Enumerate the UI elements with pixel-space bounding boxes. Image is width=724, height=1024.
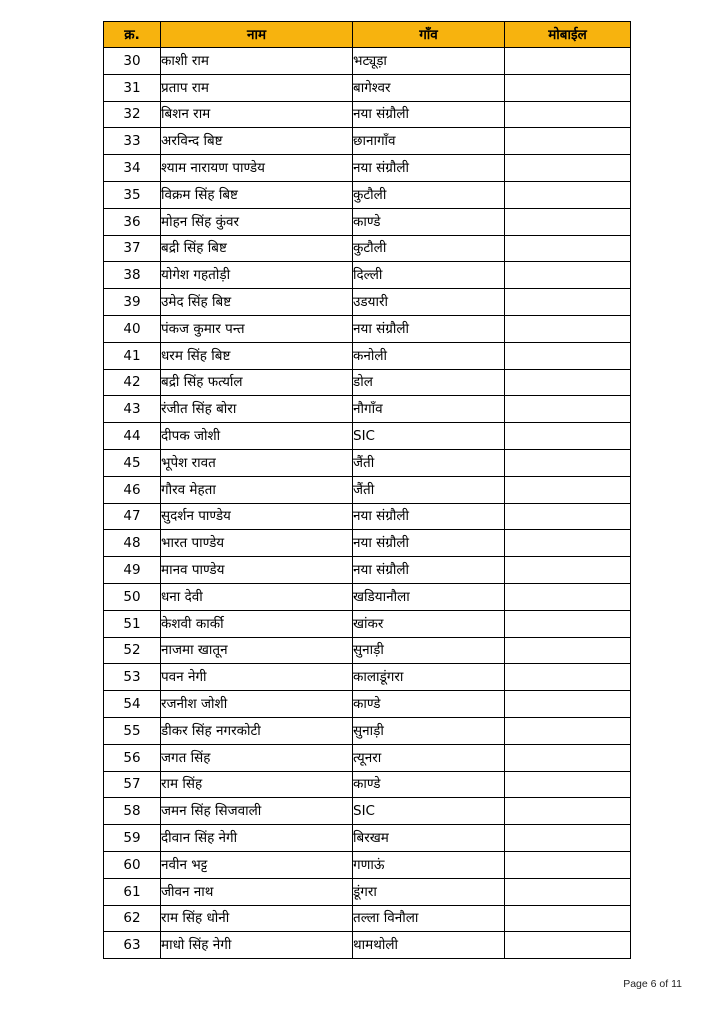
cell-village: बिरखम <box>353 825 505 852</box>
cell-village: डोल <box>353 369 505 396</box>
cell-name: मानव पाण्डेय <box>161 557 353 584</box>
cell-serial: 40 <box>104 315 161 342</box>
cell-mobile <box>505 423 631 450</box>
cell-serial: 48 <box>104 530 161 557</box>
table-row <box>104 530 631 557</box>
table-row <box>104 342 631 369</box>
cell-village: नया संग्रौली <box>353 101 505 128</box>
cell-name: नवीन भट्ट <box>161 851 353 878</box>
table-row <box>104 262 631 289</box>
cell-name: केशवी कार्की <box>161 610 353 637</box>
table-row <box>104 423 631 450</box>
cell-name: काशी राम <box>161 48 353 75</box>
cell-serial: 41 <box>104 342 161 369</box>
cell-village: नया संग्रौली <box>353 557 505 584</box>
cell-mobile <box>505 878 631 905</box>
cell-serial: 59 <box>104 825 161 852</box>
header-name: नाम <box>161 22 353 48</box>
cell-serial: 37 <box>104 235 161 262</box>
table-row <box>104 128 631 155</box>
cell-serial: 51 <box>104 610 161 637</box>
cell-village: जैंती <box>353 449 505 476</box>
cell-name: पवन नेगी <box>161 664 353 691</box>
table-row <box>104 557 631 584</box>
table-row <box>104 74 631 101</box>
cell-mobile <box>505 48 631 75</box>
cell-village: नया संग्रौली <box>353 503 505 530</box>
cell-village: काण्डे <box>353 208 505 235</box>
cell-mobile <box>505 449 631 476</box>
cell-mobile <box>505 289 631 316</box>
cell-serial: 30 <box>104 48 161 75</box>
cell-name: दीवान सिंह नेगी <box>161 825 353 852</box>
cell-village: जैंती <box>353 476 505 503</box>
cell-village: काण्डे <box>353 771 505 798</box>
cell-mobile <box>505 771 631 798</box>
cell-serial: 58 <box>104 798 161 825</box>
cell-serial: 57 <box>104 771 161 798</box>
table-row <box>104 744 631 771</box>
cell-name: राम सिंह <box>161 771 353 798</box>
cell-mobile <box>505 369 631 396</box>
cell-village: कालाडूंगरा <box>353 664 505 691</box>
table-row <box>104 369 631 396</box>
cell-serial: 47 <box>104 503 161 530</box>
cell-mobile <box>505 691 631 718</box>
cell-mobile <box>505 610 631 637</box>
table-row <box>104 798 631 825</box>
cell-name: धरम सिंह बिष्ट <box>161 342 353 369</box>
cell-village: सुनाड़ी <box>353 637 505 664</box>
cell-mobile <box>505 396 631 423</box>
cell-name: जीवन नाथ <box>161 878 353 905</box>
cell-village: SIC <box>353 798 505 825</box>
cell-name: धना देवी <box>161 583 353 610</box>
table-row <box>104 208 631 235</box>
cell-serial: 33 <box>104 128 161 155</box>
cell-mobile <box>505 342 631 369</box>
cell-serial: 45 <box>104 449 161 476</box>
cell-serial: 62 <box>104 905 161 932</box>
cell-serial: 56 <box>104 744 161 771</box>
cell-mobile <box>505 74 631 101</box>
cell-name: सुदर्शन पाण्डेय <box>161 503 353 530</box>
cell-serial: 34 <box>104 155 161 182</box>
table-header-row <box>104 22 631 48</box>
cell-name: राम सिंह धोनी <box>161 905 353 932</box>
table-body <box>104 48 631 959</box>
table-row <box>104 610 631 637</box>
cell-serial: 46 <box>104 476 161 503</box>
table-row <box>104 503 631 530</box>
cell-mobile <box>505 181 631 208</box>
cell-serial: 43 <box>104 396 161 423</box>
table-row <box>104 717 631 744</box>
cell-village: उडयारी <box>353 289 505 316</box>
cell-village: भट्यूड़ा <box>353 48 505 75</box>
cell-serial: 42 <box>104 369 161 396</box>
cell-serial: 35 <box>104 181 161 208</box>
cell-name: गौरव मेहता <box>161 476 353 503</box>
table-row <box>104 315 631 342</box>
cell-mobile <box>505 825 631 852</box>
cell-mobile <box>505 744 631 771</box>
cell-name: योगेश गहतोड़ी <box>161 262 353 289</box>
cell-serial: 31 <box>104 74 161 101</box>
table-row <box>104 289 631 316</box>
cell-name: डीकर सिंह नगरकोटी <box>161 717 353 744</box>
cell-name: विक्रम सिंह बिष्ट <box>161 181 353 208</box>
cell-village: थामथोली <box>353 932 505 959</box>
header-mobile: मोबाईल <box>505 22 631 48</box>
cell-serial: 49 <box>104 557 161 584</box>
cell-serial: 61 <box>104 878 161 905</box>
cell-mobile <box>505 851 631 878</box>
cell-village: काण्डे <box>353 691 505 718</box>
cell-name: मोहन सिंह कुंवर <box>161 208 353 235</box>
cell-mobile <box>505 717 631 744</box>
table-row <box>104 48 631 75</box>
cell-village: कनोली <box>353 342 505 369</box>
cell-serial: 60 <box>104 851 161 878</box>
cell-serial: 44 <box>104 423 161 450</box>
cell-mobile <box>505 798 631 825</box>
table-row <box>104 155 631 182</box>
cell-village: SIC <box>353 423 505 450</box>
cell-serial: 55 <box>104 717 161 744</box>
cell-name: बद्री सिंह बिष्ट <box>161 235 353 262</box>
cell-serial: 36 <box>104 208 161 235</box>
cell-mobile <box>505 530 631 557</box>
cell-village: तल्ला विनौला <box>353 905 505 932</box>
table-row <box>104 691 631 718</box>
cell-serial: 38 <box>104 262 161 289</box>
cell-mobile <box>505 637 631 664</box>
cell-village: त्यूनरा <box>353 744 505 771</box>
cell-name: जगत सिंह <box>161 744 353 771</box>
cell-serial: 32 <box>104 101 161 128</box>
cell-name: अरविन्द बिष्ट <box>161 128 353 155</box>
cell-village: नौगाँव <box>353 396 505 423</box>
cell-mobile <box>505 128 631 155</box>
cell-name: बद्री सिंह फर्त्याल <box>161 369 353 396</box>
cell-mobile <box>505 932 631 959</box>
cell-mobile <box>505 664 631 691</box>
cell-mobile <box>505 905 631 932</box>
cell-village: सुनाड़ी <box>353 717 505 744</box>
cell-serial: 54 <box>104 691 161 718</box>
cell-name: रजनीश जोशी <box>161 691 353 718</box>
cell-name: भूपेश रावत <box>161 449 353 476</box>
cell-village: नया संग्रौली <box>353 530 505 557</box>
cell-mobile <box>505 557 631 584</box>
cell-mobile <box>505 208 631 235</box>
cell-village: खडियानौला <box>353 583 505 610</box>
table-row <box>104 101 631 128</box>
cell-village: कुटौली <box>353 181 505 208</box>
cell-village: दिल्ली <box>353 262 505 289</box>
cell-name: पंकज कुमार पन्त <box>161 315 353 342</box>
cell-mobile <box>505 262 631 289</box>
table-row <box>104 878 631 905</box>
cell-name: जमन सिंह सिजवाली <box>161 798 353 825</box>
cell-name: नाजमा खातून <box>161 637 353 664</box>
cell-village: नया संग्रौली <box>353 155 505 182</box>
table-row <box>104 583 631 610</box>
cell-name: भारत पाण्डेय <box>161 530 353 557</box>
table-row <box>104 449 631 476</box>
cell-serial: 53 <box>104 664 161 691</box>
cell-village: नया संग्रौली <box>353 315 505 342</box>
cell-village: कुटौली <box>353 235 505 262</box>
table-row <box>104 851 631 878</box>
participants-table <box>103 21 631 959</box>
cell-mobile <box>505 315 631 342</box>
cell-name: माधो सिंह नेगी <box>161 932 353 959</box>
table-row <box>104 396 631 423</box>
cell-mobile <box>505 583 631 610</box>
cell-serial: 39 <box>104 289 161 316</box>
cell-mobile <box>505 503 631 530</box>
table-row <box>104 235 631 262</box>
table-row <box>104 476 631 503</box>
cell-village: बागेश्वर <box>353 74 505 101</box>
cell-serial: 50 <box>104 583 161 610</box>
table-row <box>104 664 631 691</box>
table-row <box>104 905 631 932</box>
cell-mobile <box>505 155 631 182</box>
cell-mobile <box>505 101 631 128</box>
cell-serial: 63 <box>104 932 161 959</box>
cell-name: प्रताप राम <box>161 74 353 101</box>
cell-name: बिशन राम <box>161 101 353 128</box>
header-village: गाँव <box>353 22 505 48</box>
table-row <box>104 932 631 959</box>
table-row <box>104 181 631 208</box>
cell-name: दीपक जोशी <box>161 423 353 450</box>
cell-mobile <box>505 476 631 503</box>
cell-mobile <box>505 235 631 262</box>
table-row <box>104 825 631 852</box>
table-row <box>104 637 631 664</box>
header-serial: क्र. <box>104 22 161 48</box>
cell-name: रंजीत सिंह बोरा <box>161 396 353 423</box>
cell-village: डूंगरा <box>353 878 505 905</box>
cell-name: उमेद सिंह बिष्ट <box>161 289 353 316</box>
cell-name: श्याम नारायण पाण्डेय <box>161 155 353 182</box>
cell-village: गणाऊं <box>353 851 505 878</box>
cell-village: खांकर <box>353 610 505 637</box>
cell-serial: 52 <box>104 637 161 664</box>
table-row <box>104 771 631 798</box>
page-number: Page 6 of 11 <box>623 978 682 990</box>
cell-village: छानागाँव <box>353 128 505 155</box>
